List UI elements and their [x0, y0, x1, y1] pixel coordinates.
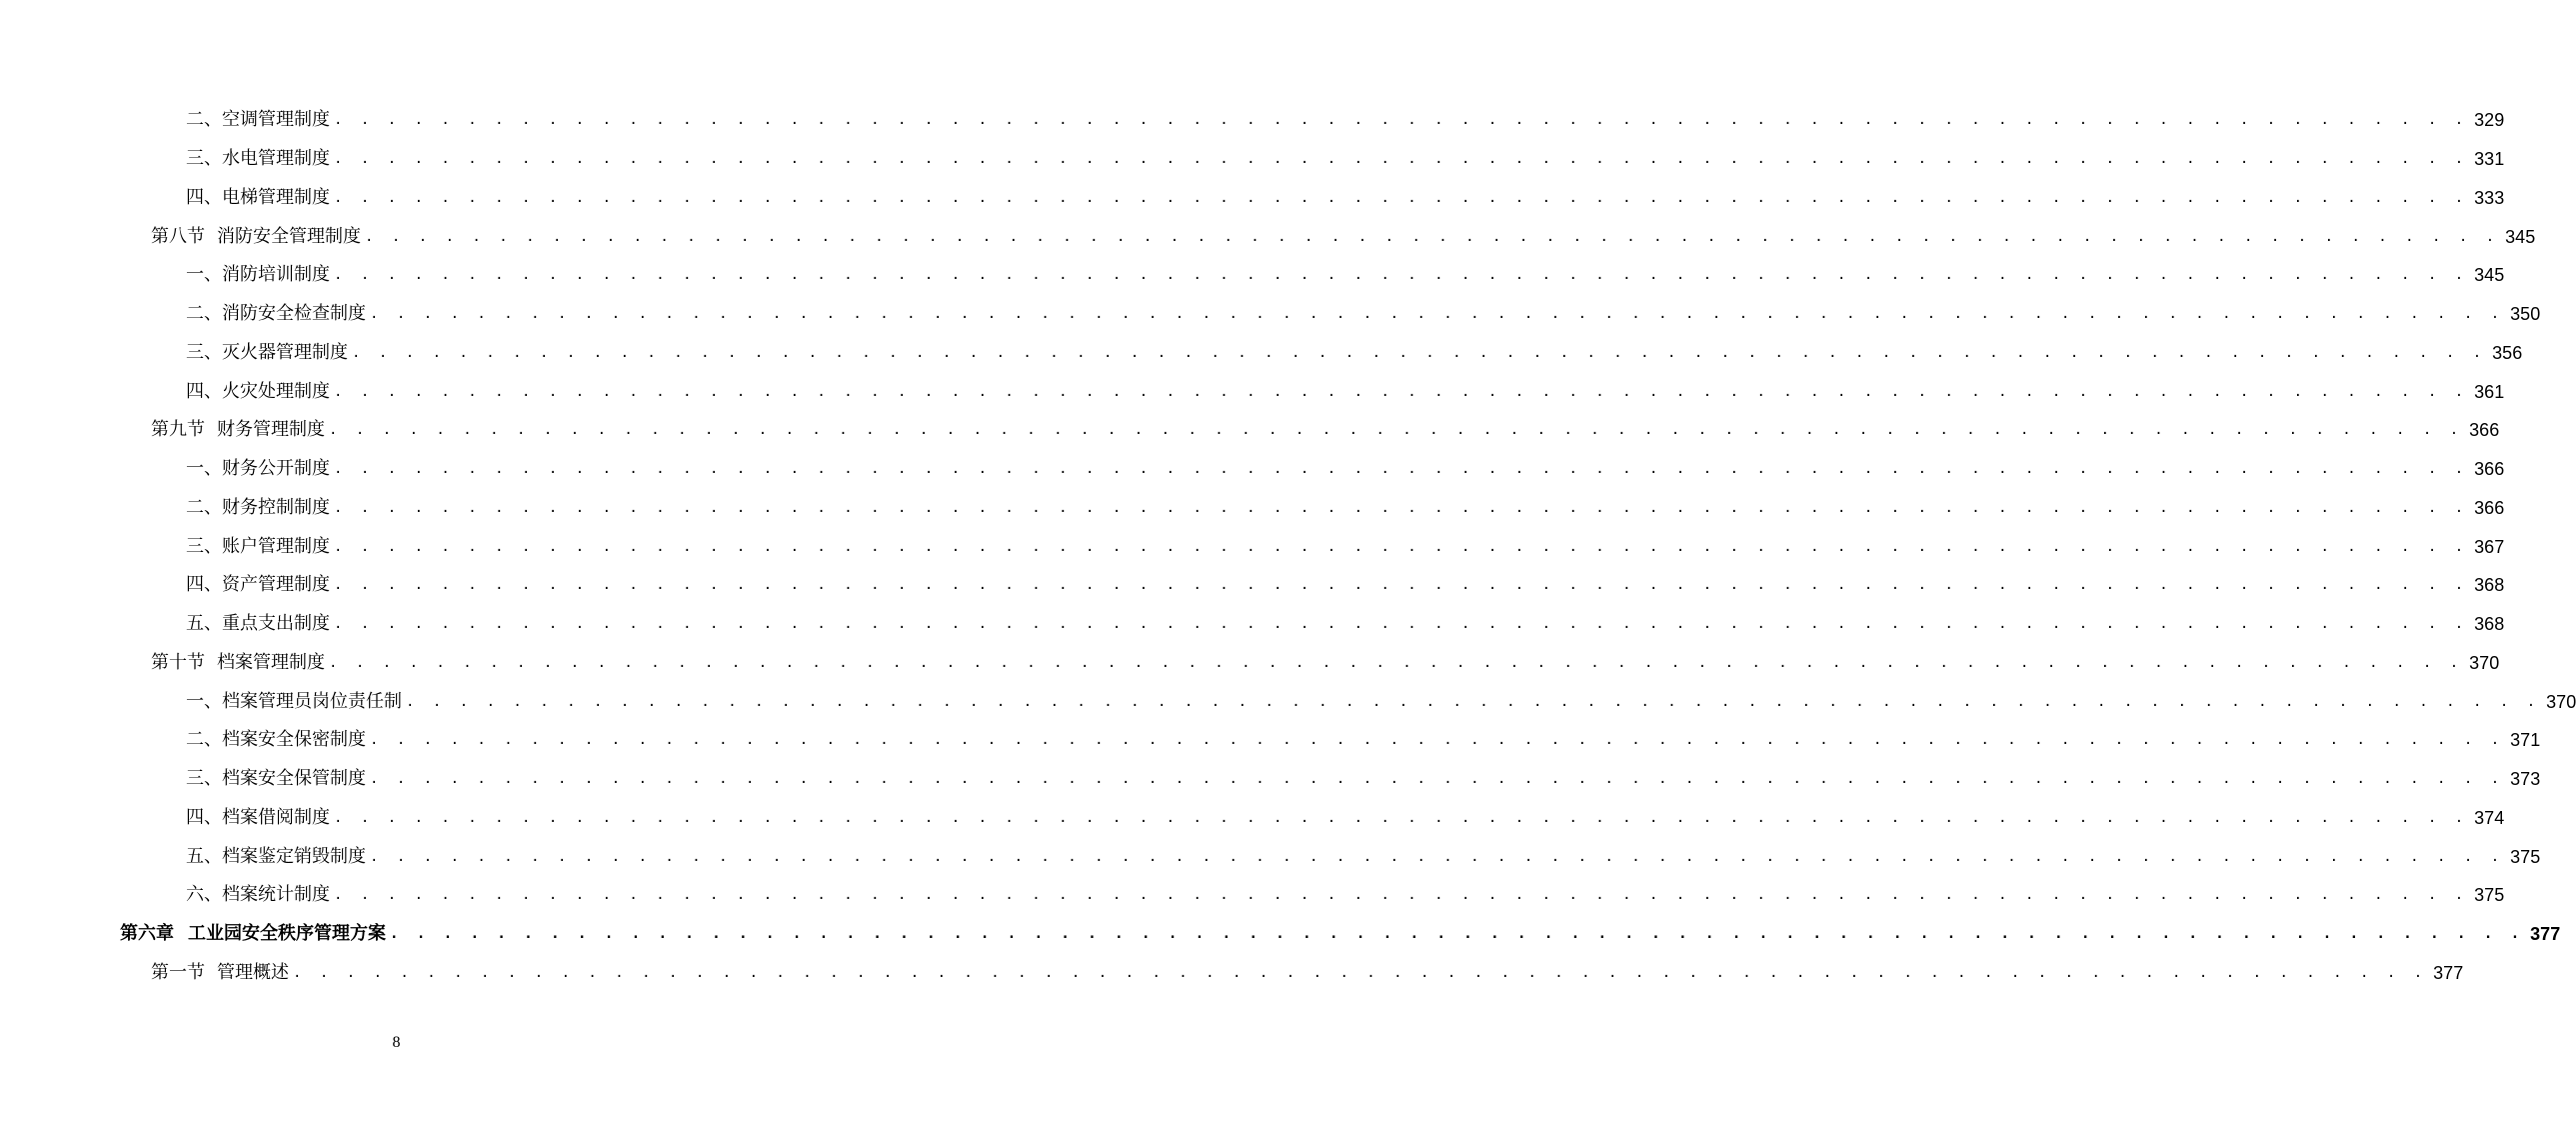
toc-leader-dots: . . . . . . . . . . . . . . . . . . . . . . . . . . . . . . . . . . . . . . . . . . . . . . . . . . . . . . . . . . . . . . . . . . . . . . . . . . . . . . . .: [370, 732, 2505, 749]
toc-entry-title: 电梯管理制度: [222, 186, 330, 208]
toc-entry-page: 333: [2474, 187, 2505, 208]
toc-leader-dots: . . . . . . . . . . . . . . . . . . . . . . . . . . . . . . . . . . . . . . . . . . . . . . . . . . . . . . . . . . . . . . . . . . . . . . . . . . . . . . . .: [334, 461, 2469, 478]
toc-entry-page: 377: [2530, 924, 2561, 945]
toc-entry-number: 五、: [186, 613, 222, 635]
toc-entry-label: [186, 380, 334, 402]
toc-entry-number: 三、: [186, 535, 222, 557]
toc-entry-title: 资产管理制度: [222, 574, 330, 596]
toc-leader-dots: . . . . . . . . . . . . . . . . . . . . . . . . . . . . . . . . . . . . . . . . . . . . . . . . . . . . . . . . . . . . . . . . . . . . . . . . . . . . . . . .: [352, 344, 2487, 361]
toc-entry-page: 375: [2474, 885, 2505, 906]
toc-entry-title: 消防安全检查制度: [222, 303, 366, 325]
toc-entry-title: 消防培训制度: [222, 264, 330, 286]
toc-entry-page: 361: [2474, 381, 2505, 402]
toc-leader-dots: . . . . . . . . . . . . . . . . . . . . . . . . . . . . . . . . . . . . . . . . . . . . . . . . . . . . . . . . . . . . . . . . . . . . . . . . . . . . . . . .: [334, 267, 2469, 284]
toc-entry-number: 二、: [186, 729, 222, 751]
toc-entry-number: 第九节: [151, 419, 205, 441]
toc-entry-number: 四、: [186, 186, 222, 208]
toc-entry-page: 370: [2469, 652, 2500, 673]
toc-entry-title: 财务管理制度: [217, 419, 325, 441]
toc-entry-number: 六、: [186, 884, 222, 906]
toc-entry[interactable]: [0, 721, 2541, 760]
toc-entry-page: 345: [2474, 265, 2505, 286]
toc-entry-page: 370: [2546, 691, 2576, 712]
toc-entry-title: 档案管理制度: [217, 651, 325, 673]
toc-entry-page: 367: [2474, 536, 2505, 557]
toc-entry-page: 371: [2510, 730, 2541, 751]
toc-entry[interactable]: [0, 411, 2500, 450]
toc-leader-dots: . . . . . . . . . . . . . . . . . . . . . . . . . . . . . . . . . . . . . . . . . . . . . . . . . . . . . . . . . . . . . . . . . . . . . . . . . . . . . . . .: [334, 616, 2469, 633]
toc-entry[interactable]: [0, 217, 2536, 256]
toc-entry[interactable]: [0, 334, 2523, 373]
toc-leader-dots: . . . . . . . . . . . . . . . . . . . . . . . . . . . . . . . . . . . . . . . . . . . . . . . . . . . . . . . . . . . . . . . . . . . . . . . . . . . . . . . .: [370, 306, 2505, 323]
toc-entry-title: 档案管理员岗位责任制: [222, 690, 402, 712]
toc-leader-dots: . . . . . . . . . . . . . . . . . . . . . . . . . . . . . . . . . . . . . . . . . . . . . . . . . . . . . . . . . . . . . . . . . . . . . . . . . . . . . . . .: [365, 228, 2500, 245]
toc-entry-title: 灭火器管理制度: [222, 341, 348, 363]
toc-entry-title: 空调管理制度: [222, 109, 330, 131]
toc-entry-number: 二、: [186, 303, 222, 325]
toc-entry[interactable]: [0, 876, 2505, 915]
toc-entry[interactable]: [0, 682, 2576, 721]
toc-entry-label: [120, 925, 390, 943]
toc-leader-dots: . . . . . . . . . . . . . . . . . . . . . . . . . . . . . . . . . . . . . . . . . . . . . . . . . . . . . . . . . . . . . . . . . . . . . . . . . . . . . . . .: [334, 809, 2469, 826]
toc-entry[interactable]: [0, 605, 2505, 644]
toc-entry-page: 366: [2469, 420, 2500, 441]
toc-leader-dots: . . . . . . . . . . . . . . . . . . . . . . . . . . . . . . . . . . . . . . . . . . . . . . . . . . . . . . . . . . . . . . . . . . . . . . . . . . . . . . . .: [334, 538, 2469, 555]
toc-entry-number: 第十节: [151, 651, 205, 673]
toc-entry-label: [186, 806, 334, 828]
toc-entry-title: 重点支出制度: [222, 613, 330, 635]
toc-entry[interactable]: [0, 954, 2464, 993]
toc-entry-title: 档案安全保管制度: [222, 768, 366, 790]
toc-entry-label: [186, 535, 334, 557]
toc-entry-title: 档案鉴定销毁制度: [222, 845, 366, 867]
toc-entry-page: 377: [2433, 962, 2464, 983]
toc-entry[interactable]: [0, 372, 2505, 411]
toc-entry-label: [186, 690, 406, 712]
toc-leader-dots: . . . . . . . . . . . . . . . . . . . . . . . . . . . . . . . . . . . . . . . . . . . . . . . . . . . . . . . . . . . . . . . . . . . . . . . . . . . . . . . .: [390, 926, 2525, 943]
toc-entry[interactable]: [0, 140, 2505, 179]
toc-entry-label: [186, 770, 370, 788]
toc-entry[interactable]: [0, 915, 2561, 954]
toc-entry-page: 329: [2474, 110, 2505, 131]
toc-entry-page: 356: [2492, 342, 2523, 363]
toc-entry-number: 四、: [186, 574, 222, 596]
toc-entry-page: 350: [2510, 304, 2541, 325]
toc-entry-page: 366: [2474, 497, 2505, 518]
toc-entry[interactable]: [0, 295, 2541, 334]
toc-entry-label: [186, 341, 352, 363]
toc-entry[interactable]: [0, 256, 2505, 295]
toc-leader-dots: . . . . . . . . . . . . . . . . . . . . . . . . . . . . . . . . . . . . . . . . . . . . . . . . . . . . . . . . . . . . . . . . . . . . . . . . . . . . . . . .: [334, 151, 2469, 168]
toc-leader-dots: . . . . . . . . . . . . . . . . . . . . . . . . . . . . . . . . . . . . . . . . . . . . . . . . . . . . . . . . . . . . . . . . . . . . . . . . . . . . . . . .: [334, 887, 2469, 904]
toc-entry-title: 档案安全保密制度: [222, 729, 366, 751]
toc-entry[interactable]: [0, 644, 2500, 683]
toc-entry-number: 第一节: [151, 961, 205, 983]
toc-entry-title: 消防安全管理制度: [217, 225, 361, 247]
toc-entry[interactable]: [0, 101, 2505, 140]
toc-entry-number: 一、: [186, 458, 222, 480]
toc-entry-number: 第六章: [120, 923, 174, 945]
toc-entry-label: [186, 845, 370, 867]
toc-entry-label: [186, 186, 334, 208]
toc-entry-title: 火灾处理制度: [222, 380, 330, 402]
toc-leader-dots: . . . . . . . . . . . . . . . . . . . . . . . . . . . . . . . . . . . . . . . . . . . . . . . . . . . . . . . . . . . . . . . . . . . . . . . . . . . . . . . .: [329, 654, 2464, 671]
toc-entry-number: 四、: [186, 380, 222, 402]
toc-entry[interactable]: [0, 450, 2505, 489]
toc-entry-number: 一、: [186, 264, 222, 286]
toc-entry-number: 三、: [186, 341, 222, 363]
toc-entry-label: [186, 305, 370, 323]
toc-entry[interactable]: [0, 799, 2505, 838]
toc-leader-dots: . . . . . . . . . . . . . . . . . . . . . . . . . . . . . . . . . . . . . . . . . . . . . . . . . . . . . . . . . . . . . . . . . . . . . . . . . . . . . . . .: [334, 499, 2469, 516]
toc-entry-label: [151, 651, 329, 673]
toc-entry-page: 373: [2510, 769, 2541, 790]
toc-entry-page: 331: [2474, 149, 2505, 170]
toc-entry-label: [186, 266, 334, 284]
table-of-contents: [0, 101, 2576, 992]
toc-entry-title: 财务公开制度: [222, 458, 330, 480]
toc-entry-label: [186, 460, 334, 478]
toc-entry[interactable]: [0, 837, 2541, 876]
toc-entry-title: 管理概述: [217, 961, 289, 983]
toc-leader-dots: . . . . . . . . . . . . . . . . . . . . . . . . . . . . . . . . . . . . . . . . . . . . . . . . . . . . . . . . . . . . . . . . . . . . . . . . . . . . . . . .: [329, 422, 2464, 439]
toc-entry-number: 一、: [186, 690, 222, 712]
toc-entry-number: 三、: [186, 148, 222, 170]
toc-entry-title: 水电管理制度: [222, 148, 330, 170]
toc-leader-dots: . . . . . . . . . . . . . . . . . . . . . . . . . . . . . . . . . . . . . . . . . . . . . . . . . . . . . . . . . . . . . . . . . . . . . . . . . . . . . . . .: [334, 383, 2469, 400]
toc-leader-dots: . . . . . . . . . . . . . . . . . . . . . . . . . . . . . . . . . . . . . . . . . . . . . . . . . . . . . . . . . . . . . . . . . . . . . . . . . . . . . . . .: [370, 848, 2505, 865]
toc-entry-page: 345: [2505, 226, 2536, 247]
toc-entry-number: 四、: [186, 806, 222, 828]
toc-entry-number: 三、: [186, 768, 222, 790]
toc-entry[interactable]: [0, 760, 2541, 799]
toc-entry-title: 工业园安全秩序管理方案: [188, 923, 386, 945]
toc-entry[interactable]: [0, 489, 2505, 528]
toc-entry-label: [186, 111, 334, 129]
toc-leader-dots: . . . . . . . . . . . . . . . . . . . . . . . . . . . . . . . . . . . . . . . . . . . . . . . . . . . . . . . . . . . . . . . . . . . . . . . . . . . . . . . .: [406, 693, 2541, 710]
toc-leader-dots: . . . . . . . . . . . . . . . . . . . . . . . . . . . . . . . . . . . . . . . . . . . . . . . . . . . . . . . . . . . . . . . . . . . . . . . . . . . . . . . .: [293, 964, 2428, 981]
toc-entry-page: 375: [2510, 846, 2541, 867]
toc-entry-page: 368: [2474, 575, 2505, 596]
toc-entry-label: [186, 886, 334, 904]
toc-entry-label: [186, 496, 334, 518]
toc-entry-label: [151, 961, 293, 983]
toc-entry-page: 366: [2474, 459, 2505, 480]
toc-leader-dots: . . . . . . . . . . . . . . . . . . . . . . . . . . . . . . . . . . . . . . . . . . . . . . . . . . . . . . . . . . . . . . . . . . . . . . . . . . . . . . . .: [334, 189, 2469, 206]
toc-entry-title: 账户管理制度: [222, 535, 330, 557]
toc-entry-page: 374: [2474, 807, 2505, 828]
toc-entry[interactable]: [0, 527, 2505, 566]
toc-entry[interactable]: [0, 566, 2505, 605]
toc-entry-title: 档案统计制度: [222, 884, 330, 906]
toc-entry-label: [186, 731, 370, 749]
toc-entry-page: 368: [2474, 614, 2505, 635]
toc-entry-label: [186, 615, 334, 633]
toc-entry-number: 二、: [186, 109, 222, 131]
toc-entry-label: [186, 150, 334, 168]
toc-entry-number: 第八节: [151, 225, 205, 247]
toc-leader-dots: . . . . . . . . . . . . . . . . . . . . . . . . . . . . . . . . . . . . . . . . . . . . . . . . . . . . . . . . . . . . . . . . . . . . . . . . . . . . . . . .: [370, 771, 2505, 788]
toc-entry[interactable]: [0, 179, 2505, 218]
toc-entry-title: 档案借阅制度: [222, 806, 330, 828]
toc-entry-number: 二、: [186, 496, 222, 518]
toc-leader-dots: . . . . . . . . . . . . . . . . . . . . . . . . . . . . . . . . . . . . . . . . . . . . . . . . . . . . . . . . . . . . . . . . . . . . . . . . . . . . . . . .: [334, 112, 2469, 129]
toc-entry-title: 财务控制制度: [222, 496, 330, 518]
toc-entry-label: [186, 576, 334, 594]
page-number: 8: [392, 1034, 401, 1051]
toc-entry-number: 五、: [186, 845, 222, 867]
toc-entry-label: [151, 225, 365, 247]
toc-leader-dots: . . . . . . . . . . . . . . . . . . . . . . . . . . . . . . . . . . . . . . . . . . . . . . . . . . . . . . . . . . . . . . . . . . . . . . . . . . . . . . . .: [334, 577, 2469, 594]
toc-entry-label: [151, 421, 329, 439]
